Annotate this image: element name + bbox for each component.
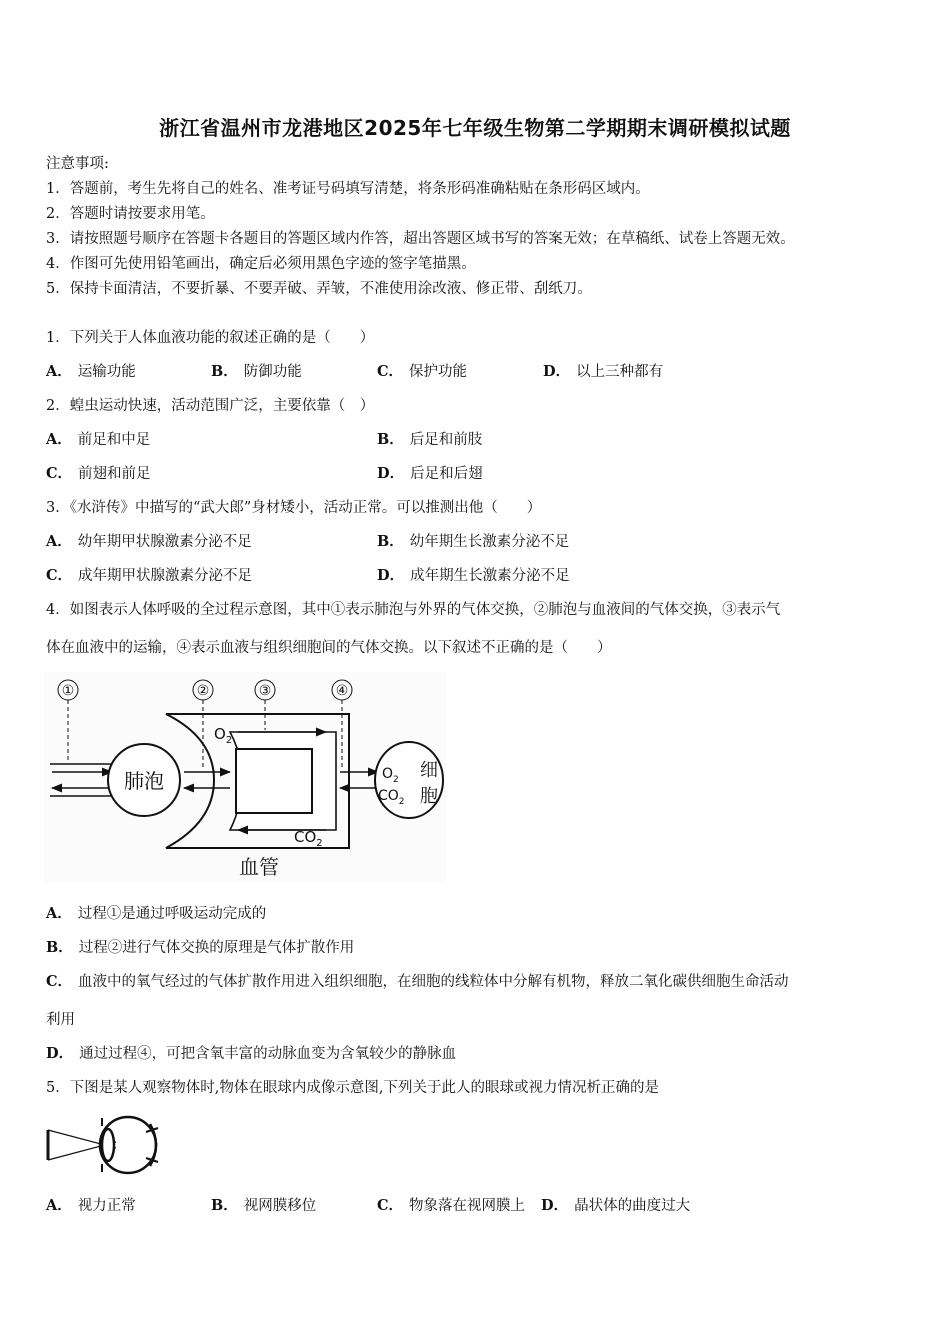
q4-option-a: A． 过程①是通过呼吸运动完成的 — [46, 905, 267, 922]
q2-option-d: D． 后足和后翅 — [377, 465, 483, 482]
marker-1: ① — [61, 683, 75, 699]
notice-item-4: 4．作图可先使用铅笔画出，确定后必须用黑色字迹的签字笔描黑。 — [46, 256, 476, 272]
page-title: 浙江省温州市龙港地区2025年七年级生物第二学期期末调研模拟试题 — [159, 116, 791, 140]
q2-option-a: A． 前足和中足 — [46, 431, 151, 448]
notice-item-2: 2．答题时请按要求用笔。 — [46, 206, 215, 222]
q5-option-b: B． 视网膜移位 — [211, 1197, 317, 1214]
q4-option-c-continued: 利用 — [46, 1012, 75, 1028]
q3-option-b: B． 幼年期生长激素分泌不足 — [377, 533, 570, 550]
marker-3: ③ — [258, 683, 272, 699]
q2-option-c: C． 前翅和前足 — [46, 465, 151, 482]
q5-option-a: A． 视力正常 — [46, 1197, 136, 1214]
question-5-stem: 5．下图是某人观察物体时,物体在眼球内成像示意图,下列关于此人的眼球或视力情况析正确的是 — [46, 1080, 659, 1096]
q1-option-a: A． 运输功能 — [46, 363, 136, 380]
notice-heading: 注意事项: — [46, 156, 109, 172]
q3-option-d: D． 成年期生长激素分泌不足 — [377, 567, 570, 584]
q4-option-c: C． 血液中的氧气经过的气体扩散作用进入组织细胞，在细胞的线粒体中分解有机物，释放二氧化碳供细胞生命活动 — [46, 973, 789, 990]
q4-option-b: B． 过程②进行气体交换的原理是气体扩散作用 — [46, 939, 355, 956]
q3-option-a: A． 幼年期甲状腺激素分泌不足 — [46, 533, 252, 550]
vessel-o2-label: $O_2$ — [214, 725, 233, 746]
blood-box — [236, 749, 312, 813]
question-1-stem: 1．下列关于人体血液功能的叙述正确的是（ ） — [46, 330, 375, 346]
cell-label-top: 细 — [420, 760, 438, 781]
question-4-stem-line-1: 4．如图表示人体呼吸的全过程示意图，其中①表示肺泡与外界的气体交换，②肺泡与血液间的气体交换，③表示气 — [46, 602, 781, 618]
q1-option-b: B． 防御功能 — [211, 363, 302, 380]
eye-image-diagram — [46, 1110, 162, 1180]
respiration-diagram — [44, 672, 446, 882]
marker-4: ④ — [335, 683, 349, 699]
question-4-stem-line-2: 体在血液中的运输，④表示血液与组织细胞间的气体交换。以下叙述不正确的是（ ） — [46, 640, 612, 656]
vessel-label: 血管 — [239, 855, 279, 879]
vessel-co2-label: $CO_2$ — [294, 828, 323, 849]
q3-option-c: C． 成年期甲状腺激素分泌不足 — [46, 567, 253, 584]
question-2-stem: 2．蝗虫运动快速，活动范围广泛，主要依靠（ ） — [46, 398, 375, 414]
lens-shape — [102, 1129, 114, 1161]
question-3-stem: 3．《水浒传》中描写的“武大郎”身材矮小，活动正常。可以推测出他（ ） — [46, 500, 542, 516]
q5-option-d: D． 晶状体的曲度过大 — [541, 1197, 691, 1214]
q1-option-d: D． 以上三种都有 — [543, 363, 664, 380]
q1-option-c: C． 保护功能 — [377, 363, 468, 380]
q5-option-c: C． 物象落在视网膜上 — [377, 1197, 526, 1214]
cell-label-bottom: 胞 — [420, 786, 438, 807]
q4-option-d: D． 通过过程④，可把含氧丰富的动脉血变为含氧较少的静脉血 — [46, 1045, 457, 1062]
marker-2: ② — [196, 683, 210, 699]
alveolus-label: 肺泡 — [124, 769, 164, 793]
q2-option-b: B． 后足和前肢 — [377, 431, 483, 448]
cell-o2-label: $O_2$ — [382, 766, 399, 785]
notice-item-3: 3．请按照题号顺序在答题卡各题目的答题区域内作答，超出答题区域书写的答案无效；在草稿纸、试卷上答题无效。 — [46, 231, 795, 247]
notice-item-1: 1．答题前，考生先将自己的姓名、准考证号码填写清楚，将条形码准确粘贴在条形码区域内。 — [46, 181, 650, 197]
cell-co2-label: $CO_2$ — [378, 788, 405, 807]
notice-item-5: 5．保持卡面清洁，不要折暴、不要弄破、弄皱，不准使用涂改液、修正带、刮纸刀。 — [46, 281, 592, 297]
